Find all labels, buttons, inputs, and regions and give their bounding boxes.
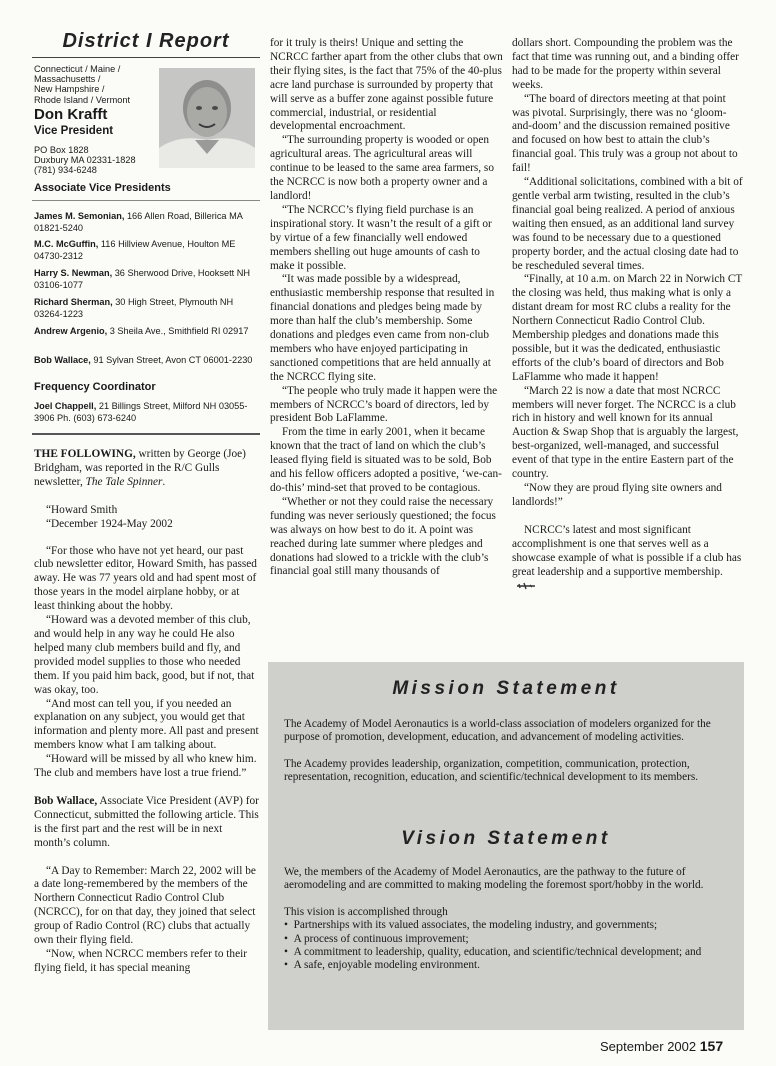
paragraph: “Howard was a devoted member of this club, and would help in any way he could He also helped many club members build and fly, and provided model supplies to those who needed them. If you paid him back, good, but if not, that was okay, too. bbox=[34, 614, 255, 696]
avp-entry bbox=[34, 210, 260, 234]
vision-bullet: • Partnerships with its valued associates, the modeling industry, and governments; bbox=[284, 919, 658, 932]
avp-detail: 166 Allen Road, Billerica MA 01821-5240 bbox=[34, 211, 243, 233]
avp-detail: 3 Sheila Ave., Smithfield RI 02917 bbox=[107, 326, 249, 336]
avp-name: Andrew Argenio, bbox=[34, 326, 108, 336]
paragraph: “Now they are proud flying site owners and landlords!” bbox=[512, 482, 722, 508]
article-column-2 bbox=[270, 37, 504, 579]
article-column-3 bbox=[512, 37, 746, 593]
avp-name: Harry S. Newman, bbox=[34, 268, 113, 278]
freq-heading: Frequency Coordinator bbox=[34, 381, 156, 393]
page-number: 157 bbox=[699, 1038, 724, 1054]
vision-text bbox=[284, 866, 730, 973]
address-line: Duxbury MA 02331-1828 bbox=[34, 155, 136, 166]
paragraph: “For those who have not yet heard, our past club newsletter editor, Howard Smith, has passed away. He was 77 years old and had spent most of those years in the model airplane hobby, or at least thinking about the hobby. bbox=[34, 544, 257, 613]
state-line: New Hampshire / bbox=[34, 84, 105, 95]
vision-paragraph: We, the members of the Academy of Model Aeronautics, are the pathway to the future of aeromodeling and are committed to making modeling the foremost sport/hobby in the world. bbox=[284, 866, 704, 892]
avp-divider bbox=[32, 200, 260, 201]
paragraph: dollars short. Compounding the problem was the fact that time was running out, and a binding offer had to be made for the property within several weeks. bbox=[512, 37, 739, 91]
lead-end: . bbox=[162, 475, 166, 488]
portrait-image bbox=[159, 68, 255, 168]
quote-line: “Howard Smith bbox=[46, 503, 118, 516]
avp-name: James M. Semonian, bbox=[34, 211, 125, 221]
paragraph: “The NCRCC’s flying field purchase is an inspirational story. It wasn’t the result of a gift or by virtue of a few financially well endowed members shelling out huge amounts of cash to make it possible. bbox=[270, 203, 492, 272]
paragraph: “Whether or not they could raise the necessary funding was never seriously questioned; the focus was always on how best to do it. A point was reached during late summer where pledges and donations had slowed to a trickle with the club’s financial goal still many thousands of bbox=[270, 495, 496, 578]
paragraph: “Additional solicitations, combined with a bit of gentle verbal arm twisting, resulted in the club’s financial goal being realized. A period of anxious waiting then ensued, as an additional land survey was found to be necessary due to a questioned property border, and the actual closing date had to be rescheduled several times. bbox=[512, 176, 743, 272]
paragraph: “The board of directors meeting at that point was pivotal. Surprisingly, there was no ‘gloom-and-doom’ and the discussion remained positive and focused on how best to attain the club’s financial goal. This truly was a group not about to fail! bbox=[512, 92, 738, 175]
paragraph: “A Day to Remember: March 22, 2002 will be a date long-remembered by the members of the Northern Connecticut Radio Control Club (NCRCC), for on that day, they joined that select group of Radio Control (RC) clubs that actually own their flying field. bbox=[34, 864, 256, 947]
title-rule bbox=[32, 57, 260, 58]
paragraph: From the time in early 2001, when it became known that the tract of land on which the club’s leased flying field is situated was to be sold, Bob and his fellow officers adopted a positive, ‘we-can-do-this’ mind-set that proved to be contagious. bbox=[270, 426, 502, 494]
mission-vision-box bbox=[268, 662, 744, 1030]
officer-photo bbox=[159, 68, 255, 168]
bullet-text: A commitment to leadership, quality, education, and scientific/technical development; and bbox=[293, 946, 702, 959]
address-line: (781) 934-6248 bbox=[34, 165, 97, 176]
paragraph: “It was made possible by a widespread, enthusiastic membership response that resulted in financial donations and pledges being made by more than half the club’s membership. Some donations and pledges even came from non-club members who have enjoyed participating in sanctioned competitions that are held annually at the NCRCC flying site. bbox=[270, 273, 495, 383]
paragraph: “Finally, at 10 a.m. on March 22 in Norwich CT the closing was held, thus making what is only a distant dream for most RC clubs a reality for the Northern Connecticut Radio Control Club. Membership pledges and donations made this possible, but it was the dedicated, enthusiastic efforts of the club’s board of directors and Bob LaFlamme who made it happen! bbox=[512, 273, 743, 383]
avp-detail: 30 High Street, Plymouth NH 03264-1223 bbox=[34, 297, 234, 319]
bullet-text: A process of continuous improvement; bbox=[293, 932, 469, 945]
avp-entry bbox=[34, 354, 260, 366]
paragraph: “Now, when NCRCC members refer to their flying field, it has special meaning bbox=[34, 948, 247, 974]
avp-name: Richard Sherman, bbox=[34, 297, 113, 307]
paragraph: “March 22 is now a date that most NCRCC members will never forget. The NCRCC is a club rich in history and well known for its annual Auction & Swap Shop that is arguably the largest, best-organized, well-managed, and successful event of that type in the entire Eastern part of the country. bbox=[512, 384, 739, 481]
avp-entry bbox=[34, 238, 260, 262]
lead-caps: THE FOLLOWING, bbox=[34, 448, 136, 460]
vision-bullet: • A safe, enjoyable modeling environment. bbox=[284, 959, 480, 972]
mission-text bbox=[284, 718, 730, 785]
bullet-text: A safe, enjoyable modeling environment. bbox=[293, 959, 480, 972]
avp-entry bbox=[34, 296, 260, 320]
address-line: PO Box 1828 bbox=[34, 145, 89, 155]
state-line: Massachusetts / bbox=[34, 74, 101, 85]
officer-address bbox=[34, 145, 136, 176]
avp-heading: Associate Vice Presidents bbox=[34, 182, 171, 194]
state-line: Connecticut / Maine / bbox=[34, 64, 121, 74]
issue-date: September 2002 bbox=[600, 1039, 697, 1054]
sidebar-bottom-rule bbox=[32, 433, 260, 435]
vision-heading: Vision Statement bbox=[401, 828, 611, 849]
wallace-name: Bob Wallace, bbox=[34, 794, 98, 807]
paragraph: for it truly is theirs! Unique and setting the NCRCC farther apart from the other clubs that own their flying sites, is the fact that 75% of the 40-plus acre land purchase is surrounded by property that will serve as a buffer zone against possible future commercial, industrial, or residential developmental encroachment. bbox=[270, 37, 503, 133]
avp-detail: 36 Sherwood Drive, Hooksett NH 03106-1077 bbox=[34, 268, 251, 290]
mission-paragraph: The Academy of Model Aeronautics is a world-class association of modelers organized for the purpose of promotion, development, education, and advancement of modeling activities. bbox=[284, 718, 711, 744]
bullet-text: Partnerships with its valued associates, the modeling industry, and governments; bbox=[293, 919, 658, 932]
avp-detail: 91 Sylvan Street, Avon CT 06001-2230 bbox=[90, 355, 253, 365]
lead-paragraph bbox=[34, 448, 260, 490]
avp-name: Bob Wallace, bbox=[34, 355, 91, 365]
page-folio bbox=[600, 1038, 723, 1054]
closing-paragraph bbox=[512, 524, 746, 594]
paragraph: “The surrounding property is wooded or open agricultural areas. The agricultural areas will continue to be leased to the same area farmers, so the NCRCC is now both a property owner and a landlord! bbox=[270, 134, 494, 202]
mission-heading: Mission Statement bbox=[392, 678, 620, 699]
vision-bullet: • A process of continuous improvement; bbox=[284, 932, 469, 945]
paragraph: “And most can tell you, if you needed an explanation on any subject, you would get that information and plenty more. All past and present members know what I am talking about. bbox=[34, 697, 259, 752]
officer-title: Vice President bbox=[34, 125, 114, 137]
lead-text: written by George (Joe) Bridgham, was reported in the R/C Gulls newsletter, bbox=[34, 448, 246, 488]
avp-entry bbox=[34, 267, 260, 291]
paragraph: “Howard will be missed by all who knew him. The club and members have lost a true friend.” bbox=[34, 753, 257, 780]
quote-line: “December 1924-May 2002 bbox=[46, 517, 173, 530]
avp-entry bbox=[34, 325, 260, 337]
officer-name: Don Krafft bbox=[34, 106, 108, 123]
district-states bbox=[34, 64, 154, 105]
avp-detail: 116 Hillview Avenue, Houlton ME 04730-2312 bbox=[34, 239, 236, 261]
closing-text: NCRCC’s latest and most significant accomplishment is one that serves well as a showcase example of what is possible if a club has great leadership and a supportive membership. bbox=[512, 523, 742, 578]
freq-name: Joel Chappell, bbox=[34, 401, 97, 411]
paragraph: “The people who truly made it happen were the members of NCRCC’s board of directors, led by president Bob LaFlamme. bbox=[270, 384, 498, 425]
end-mark-airplane-icon bbox=[516, 582, 536, 590]
district-title: District I Report bbox=[62, 30, 230, 52]
state-line: Rhode Island / Vermont bbox=[34, 94, 131, 105]
freq-detail: 21 Billings Street, Milford NH 03055-3906 Ph. (603) 673-6240 bbox=[34, 401, 248, 423]
freq-entry bbox=[34, 400, 260, 424]
newsletter-title: The Tale Spinner bbox=[85, 475, 163, 488]
wallace-text: Associate Vice President (AVP) for Connecticut, submitted the following article. This is the first part and the rest will be in next month’s column. bbox=[34, 794, 259, 849]
article-column-1 bbox=[34, 448, 260, 976]
mission-paragraph: The Academy provides leadership, organization, competition, communication, protection, representation, recognition, education, and scientific/technical development to its members. bbox=[284, 757, 699, 784]
vision-bullet: • A commitment to leadership, quality, education, and scientific/technical development; and bbox=[284, 946, 702, 959]
vision-intro: This vision is accomplished through bbox=[284, 905, 448, 918]
wallace-paragraph bbox=[34, 795, 260, 851]
avp-name: M.C. McGuffin, bbox=[34, 239, 99, 249]
